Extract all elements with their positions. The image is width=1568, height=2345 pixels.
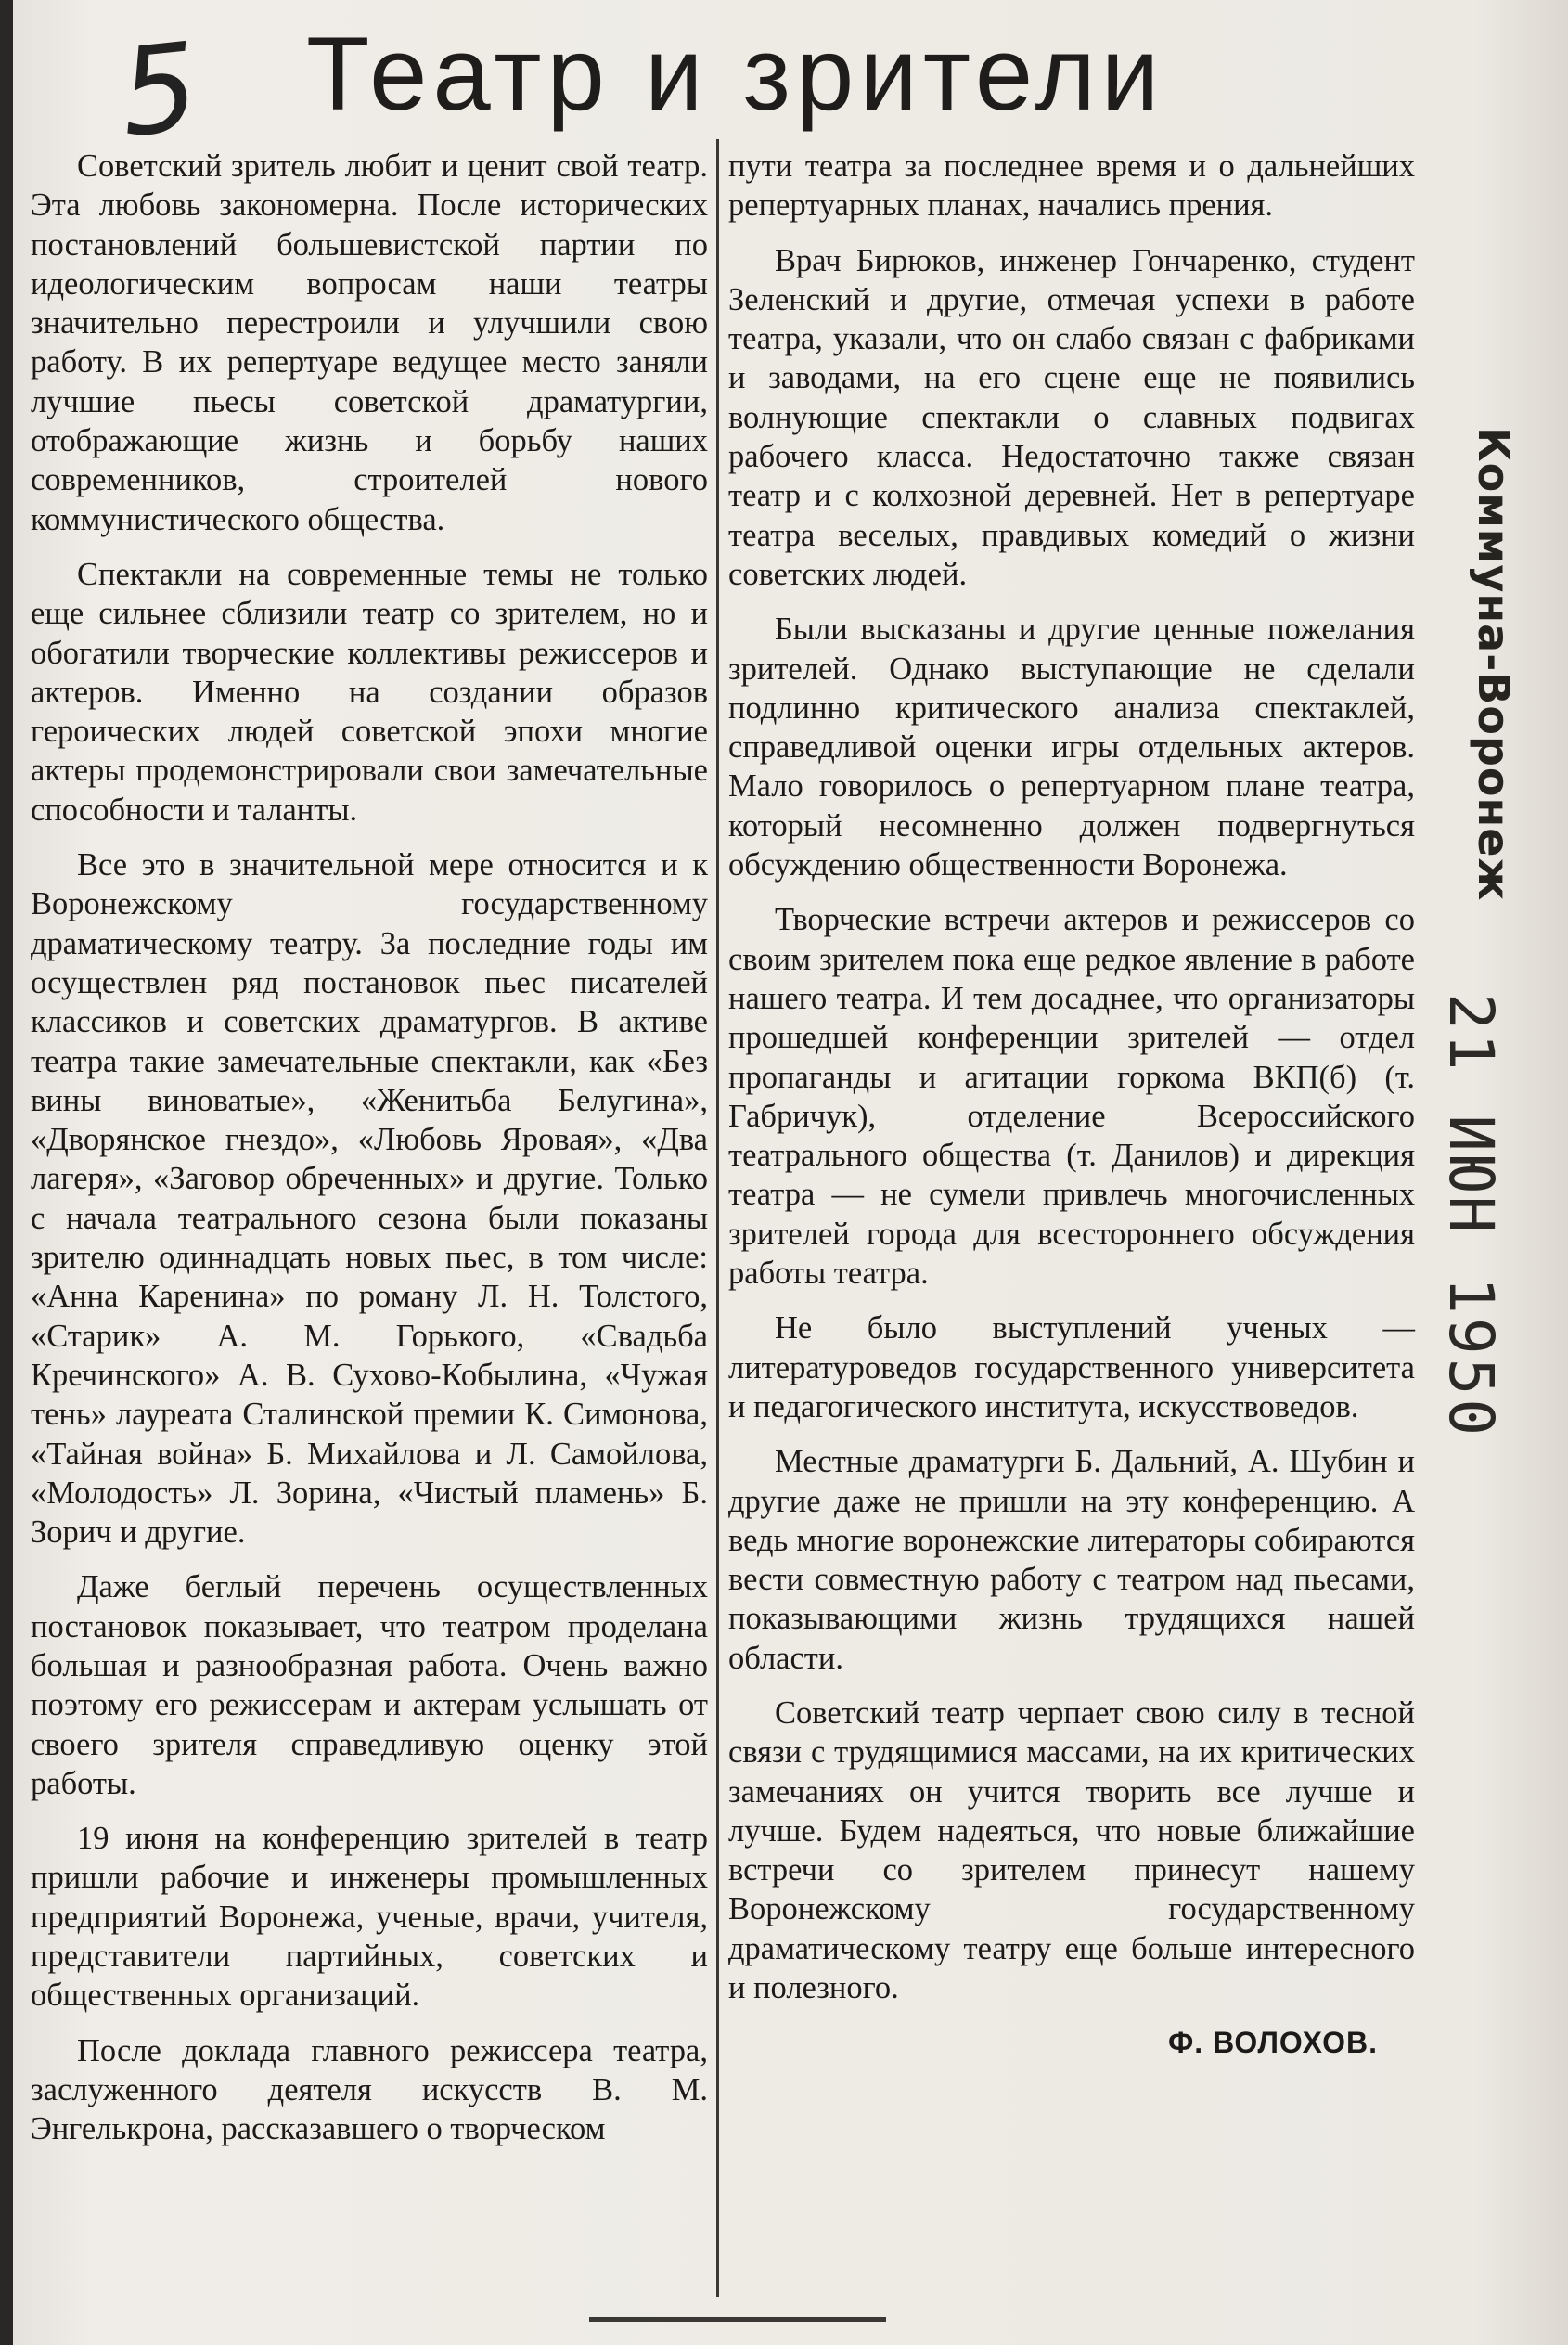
article-title: Театр и зрители (306, 16, 1165, 132)
paragraph: Были высказаны и другие ценные пожелания зрителей. Однако выступающие не сделали подлинно критического анализа спектаклей, справедливой оценки игры отдельных актеров. Мало говорилось о репертуарном плане театра, который несомненно должен подвергнуться обсуждению общественности Воронежа. (728, 612, 1415, 883)
scan-edge (0, 0, 13, 2345)
date-stamp (1434, 993, 1518, 1513)
paragraph: Даже беглый перечень осуществленных постановок показывает, что театром проделана большая и разнообразная работа. Очень важно поэтому его режиссерам и актерам услышать от своего зрителя справедливую оценку этой работы. (31, 1569, 708, 1801)
paragraph: 19 июня на конференцию зрителей в театр пришли рабочие и инженеры промышленных предприятий Воронежа, ученые, врачи, учителя, представители партийных, советских и общественных организаций. (31, 1821, 708, 2014)
author-signature: Ф. ВОЛОХОВ. (1167, 2026, 1378, 2060)
bottom-rule (589, 2317, 886, 2322)
paragraph: Советский зритель любит и ценит свой театр. Эта любовь закономерна. После исторических постановлений большевистской партии по идеологическим вопросам наши театры значительно перестроили и улучшили свою работу. В их репертуаре ведущее место заняли лучшие пьесы советской драматургии, отображающие жизнь и борьбу наших современников, строителей нового коммунистического общества. (31, 148, 708, 537)
paragraph: Врач Бирюков, инженер Гончаренко, студент Зеленский и другие, отмечая успехи в работе театра, указали, что он слабо связан с фабриками и заводами, на его сцене еще не появились волнующие спектакли о славных подвигах рабочего класса. Недостаточно также связан театр и с колхозной деревней. Нет в репертуаре театра веселых, правдивых комедий о жизни советских людей. (728, 242, 1415, 592)
paragraph: Все это в значительной мере относится и к Воронежскому государственному драматическому театру. За последние годы им осуществлен ряд постановок пьес писателей классиков и советских драматургов. В активе театра такие замечательные спектакли, как «Без вины виноватые», «Женитьба Белугина», «Дворянское гнездо», «Любовь Яровая», «Два лагеря», «Заговор обреченных» и другие. Только с начала театрального сезона были показаны зрителю одиннадцать новых пьес, в том числе: «Анна Каренина» по роману Л. Н. Толстого, «Старик» А. М. Горького, «Свадьба Кречинского» А. В. Сухово-Кобылина, «Чужая тень» лауреата Сталинской премии К. Симонова, «Тайная война» Б. Михайлова и Л. Самойлова, «Молодость» Л. Зорина, «Чистый пламень» Б. Зорич и другие. (31, 847, 708, 1551)
paragraph: После доклада главного режиссера театра, заслуженного деятеля искусств В. М. Энгелькрона, рассказавшего о творческом (31, 2032, 708, 2147)
left-column (31, 147, 708, 2313)
column-divider (716, 139, 719, 2297)
newspaper-name: Коммуна-Воронеж (1469, 427, 1519, 902)
page-number-handwritten: 5 (113, 16, 205, 164)
paragraph: Спектакли на современные темы не только еще сильнее сблизили театр со зрителем, но и обогатили творческие коллективы режиссеров и актеров. Именно на создании образов героических людей советской эпохи многие актеры продемонстрировали свои замечательные способности и таланты. (31, 556, 708, 828)
paragraph: Советский театр черпает свою силу в тесной связи с трудящимися массами, на их критических замечаниях он учится творить все лучше и лучше. Будем надеяться, что новые ближайшие встречи со зрителем принесут нашему Воронежскому государственному драматическому театру еще больше интересного и полезного. (728, 1694, 1415, 2006)
date-stamp-text: 21 ИЮН 1950 (1435, 993, 1507, 1440)
paragraph: Не было выступлений ученых — литературоведов государственного университета и педагогического института, искусствоведов. (728, 1310, 1415, 1424)
paragraph: Творческие встречи актеров и режиссеров со своим зрителем пока еще редкое явление в работе нашего театра. И тем досаднее, что организаторы прошедшей конференции зрителей — отдел пропаганды и агитации горкома ВКП(б) (т. Габричук), отделение Всероссийского театрального общества (т. Данилов) и дирекция театра — не сумели привлечь многочисленных зрителей города для всестороннего обсуждения работы театра. (728, 902, 1415, 1292)
newspaper-name-stamp (1468, 427, 1542, 902)
paragraph: пути театра за последнее время и о дальнейших репертуарных планах, начались прения. (728, 148, 1415, 224)
right-column (728, 147, 1415, 2281)
paragraph: Местные драматурги Б. Дальний, А. Шубин и другие даже не пришли на эту конференцию. А ведь многие воронежские литераторы собираются вести совместную работу с театром над пьесами, показывающими жизнь трудящихся нашей области. (728, 1444, 1415, 1676)
